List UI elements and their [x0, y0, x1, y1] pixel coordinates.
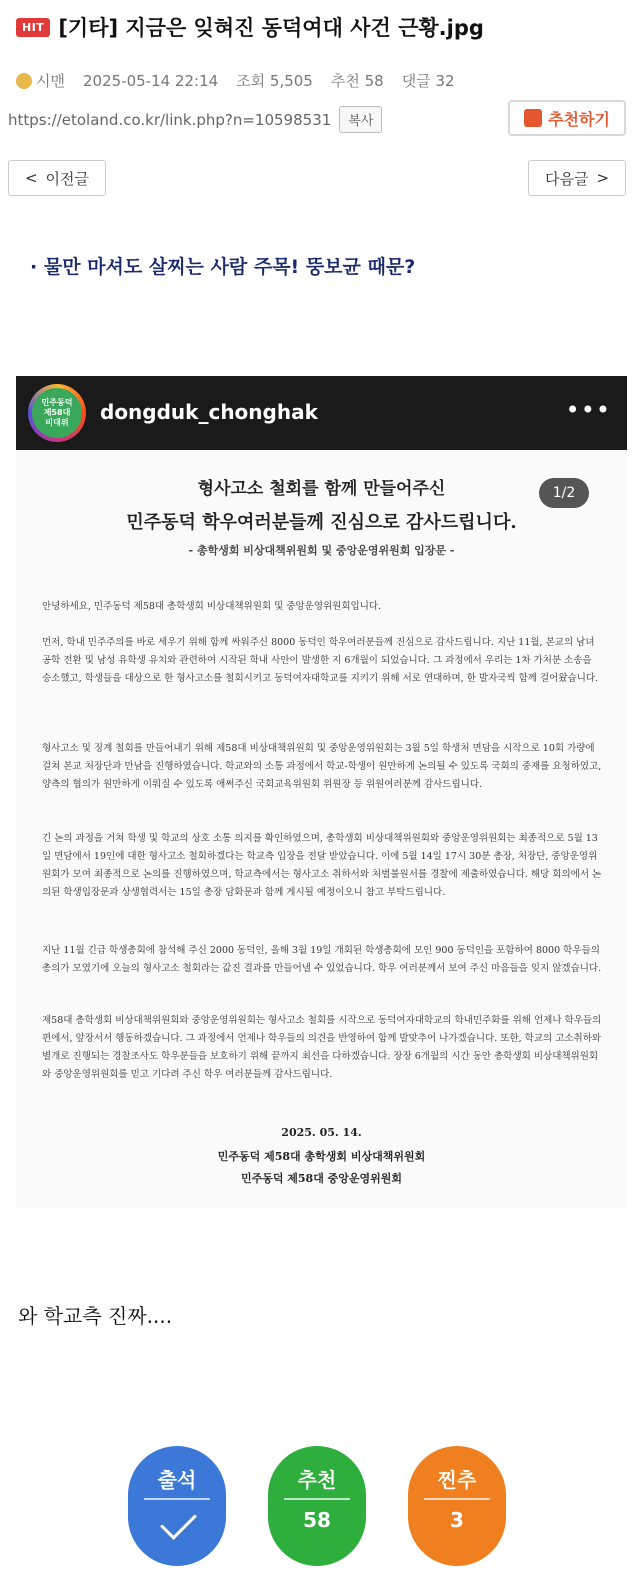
title-row [16, 12, 484, 42]
instagram-header [16, 376, 627, 450]
hit-badge: HIT [16, 18, 50, 37]
doc-paragraph: 제58대 총학생회 비상대책위원회와 중앙운영위원회는 형사고소 철회를 시작으로 동덕여자대학교의 학내민주화를 위해 언제나 학우들의 편에서, 앞장서서 행동하겠습니다. 그 과정에서 언제나 학우들의 의견을 반영하여 함께 발맞추어 나가겠습니다. 또한, 학교의 고소취하와 별개로 진행되는 경찰조사도 학우분들을 보호하기 위해 끝까지 최선을 다하겠습니다. 장장 6개월의 시간 동안 총학생회 비상대책위원회와 중앙운영위원회를 믿고 기다려 주신 학우 여러분들께 감사드립니다. [42, 1015, 602, 1080]
divider [144, 1498, 210, 1500]
prev-post-button[interactable] [8, 160, 106, 196]
doc-paragraph: 형사고소 및 징계 철회를 만들어내기 위해 제58대 비상대책위원회 및 중앙운영위원회는 3월 5일 학생처 면담을 시작으로 10회 가량에 걸쳐 본교 처장단과 만남을 진행하였습니다. 학교와의 소통 과정에서 학교-학생이 원만하게 논의될 수 있도록 국회의 중재를 요청하였고, 양측의 협의가 원만하게 이뤄질 수 있도록 애써주신 국회교육위원회 위원장 등 위원여러분께 감사드립니다. [42, 743, 602, 790]
url-row [8, 106, 382, 133]
attendance-button[interactable] [128, 1446, 226, 1566]
author[interactable] [16, 70, 65, 91]
avatar-text-1: 민주동덕 [41, 398, 73, 407]
doc-date: 2025. 05. 14. [281, 1126, 362, 1139]
post-url[interactable]: https://etoland.co.kr/link.php?n=10598531 [8, 110, 332, 129]
post-title: [기타] 지금은 잊혀진 동덕여대 사건 근황.jpg [58, 16, 484, 40]
statement-document [16, 450, 627, 1208]
check-icon [160, 1503, 197, 1540]
ad-link[interactable]: · 물만 마셔도 살찌는 사람 주목! 뚱보균 때문? [30, 256, 416, 278]
next-post-label: 다음글 [544, 169, 589, 188]
avatar-text-2: 제58대 [43, 408, 71, 417]
page-indicator: 1/2 [539, 478, 589, 508]
doc-signature-1: 민주동덕 제58대 총학생회 비상대책위원회 [217, 1150, 426, 1163]
favorite-count: 3 [450, 1508, 464, 1532]
recommend-button[interactable] [508, 100, 626, 136]
doc-signature-2: 민주동덕 제58대 중앙운영위원회 [240, 1172, 403, 1185]
author-name: 시맨 [36, 72, 65, 90]
doc-heading-2: 민주동덕 학우여러분들께 진심으로 감사드립니다. [126, 512, 517, 533]
instagram-username[interactable]: dongduk_chonghak [100, 400, 318, 424]
meta-row [16, 70, 473, 91]
post-datetime: 2025-05-14 22:14 [82, 71, 219, 90]
recommend-action-button[interactable] [268, 1446, 366, 1566]
ad-link-text: 물만 마셔도 살찌는 사람 주목! 뚱보균 때문? [43, 256, 416, 278]
doc-subheading: - 총학생회 비상대책위원회 및 중앙운영위원회 입장문 - [188, 544, 455, 557]
divider [424, 1498, 490, 1500]
doc-paragraph: 안녕하세요, 민주동덕 제58대 총학생회 비상대책위원회 및 중앙운영위원회입니다. [42, 601, 382, 612]
doc-paragraph: 긴 논의 과정을 거쳐 학생 및 학교의 상호 소통 의지를 확인하였으며, 총학생회 비상대책위원회와 중앙운영위원회는 최종적으로 5월 13일 면담에서 19인에 대한 형사고소 철회하겠다는 학교측 입장을 전달 받았습니다. 이에 5월 14일 17시 30분 총장, 처장단, 중앙운영위원회가 모여 최종적으로 논의를 진행하였으며, 학교측에서는 형사고소 취하서와 처벌불원서를 경찰에 제출하였습니다. 해당 회의에서 논의된 학생입장문과 상생협력서는 15일 총장 담화문과 함께 게시될 예정이오니 참고 부탁드립니다. [42, 833, 602, 898]
prev-post-label: 이전글 [45, 169, 90, 188]
post-body-text: 와 학교측 진짜.... [18, 1304, 173, 1328]
favorite-button[interactable] [408, 1446, 506, 1566]
recommend-button-label: 추천하기 [548, 109, 610, 129]
thumbs-up-icon [524, 109, 542, 127]
more-options-icon[interactable]: ••• [565, 396, 611, 424]
copy-url-button[interactable]: 복사 [339, 106, 382, 133]
favorite-label: 찐추 [437, 1468, 477, 1492]
recommend-action-count: 58 [303, 1508, 331, 1532]
level-icon [16, 73, 32, 89]
doc-paragraph: 먼저, 학내 민주주의를 바로 세우기 위해 함께 싸워주신 8000 동덕인 학우여러분들께 진심으로 감사드립니다. 지난 11월, 본교의 남녀공학 전환 및 남성 유학생 유치와 관련하여 시작된 학내 사안이 발생한 지 6개월이 되었습니다. 그 과정에서 우리는 1차 가처분 소송을 승소했고, 학생들을 대상으로 한 형사고소를 철회시키고 동덕여자대학교를 지키기 위해 서로 연대하며, 한 발자국씩 함께 걸어왔습니다. [42, 637, 599, 684]
next-post-button[interactable] [528, 160, 626, 196]
recommend-action-label: 추천 [297, 1468, 337, 1492]
attendance-label: 출석 [157, 1468, 197, 1492]
recommend-count: 추천 58 [330, 72, 384, 90]
avatar-text-3: 비대위 [45, 418, 69, 427]
doc-heading-1: 형사고소 철회를 함께 만들어주신 [197, 479, 446, 499]
chevron-right-icon: > [596, 169, 610, 187]
view-count: 조회 5,505 [236, 72, 313, 90]
avatar-logo [32, 388, 82, 438]
chevron-left-icon: < [24, 169, 38, 187]
doc-paragraph: 지난 11월 긴급 학생총회에 참석해 주신 2000 동덕인, 올해 3월 19일 개회된 학생총회에 모인 900 동덕인을 포함하여 8000 학우들의 총의가 모였기에 오늘의 형사고소 철회라는 값진 결과를 만들어낼 수 있었습니다. 학우 여러분께서 보여 주신 마음들을 잊지 않겠습니다. [42, 945, 602, 974]
comment-count: 댓글 32 [401, 72, 455, 90]
avatar[interactable] [28, 384, 86, 442]
divider [284, 1498, 350, 1500]
